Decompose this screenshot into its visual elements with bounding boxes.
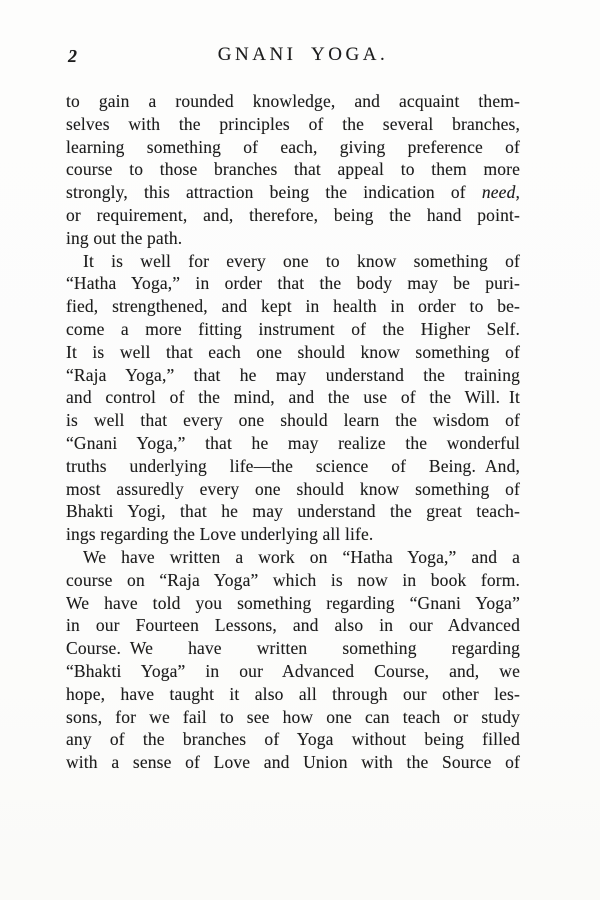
text-line (66, 614, 520, 637)
text-segment: to gain a rounded knowledge, and acquaint them- (66, 91, 520, 111)
text-segment: hope, have taught it also all through our other les- (66, 683, 520, 704)
text-line (66, 90, 520, 113)
text-line (66, 592, 520, 615)
text-segment: Bhakti Yogi, that he may understand the great teach- (66, 501, 520, 522)
text-line (66, 204, 520, 227)
text-segment: Course. We have written something regarding (66, 638, 520, 659)
text-line (66, 409, 520, 432)
text-segment: “Hatha Yoga,” in order that the body may be puri- (66, 273, 520, 294)
text-segment: ings regarding the Love underlying all life. (66, 524, 374, 545)
text-segment: “Bhakti Yoga” in our Advanced Course, and, we (66, 660, 520, 681)
text-segment: ing out the path. (66, 227, 183, 248)
text-segment: We have written a work on “Hatha Yoga,” and a (83, 546, 520, 567)
text-line (66, 706, 520, 729)
page-header (66, 44, 540, 68)
text-segment: with a sense of Love and Union with the Source of (66, 752, 520, 773)
text-segment: “Gnani Yoga,” that he may realize the wonderful (66, 432, 520, 453)
text-line (66, 181, 520, 204)
text-line (66, 751, 520, 774)
text-segment: most assuredly every one should know something of (66, 478, 520, 499)
text-line (66, 250, 520, 273)
text-segment: or requirement, and, therefore, being the hand point- (66, 204, 520, 225)
text-line (66, 341, 520, 364)
text-line (66, 295, 520, 318)
text-segment: come a more fitting instrument of the Higher Self. (66, 318, 520, 339)
text-line (66, 683, 520, 706)
text-line (66, 158, 520, 181)
text-segment: truths underlying life—the science of Being. And, (66, 455, 520, 476)
text-line (66, 569, 520, 592)
text-line (66, 728, 520, 751)
text-line (66, 364, 520, 387)
text-line (66, 318, 520, 341)
text-segment: It is well that each one should know something of (66, 341, 520, 362)
text-line (66, 227, 520, 250)
paragraph (66, 250, 520, 546)
text-line (66, 386, 520, 409)
text-segment: any of the branches of Yoga without being filled (66, 729, 520, 750)
text-line (66, 523, 520, 546)
text-line (66, 637, 520, 660)
page-number: 2 (68, 46, 78, 66)
text-segment: course to those branches that appeal to them more (66, 159, 520, 180)
text-segment: course on “Raja Yoga” which is now in book form. (66, 569, 520, 590)
paragraph (66, 546, 520, 774)
text-line (66, 500, 520, 523)
text-segment: “Raja Yoga,” that he may understand the training (66, 364, 520, 385)
text-segment: It is well for every one to know something of (83, 250, 520, 271)
text-line (66, 136, 520, 159)
text-segment: fied, strengthened, and kept in health in order to be- (66, 296, 520, 317)
text-line (66, 113, 520, 136)
text-line (66, 432, 520, 455)
text-line (66, 478, 520, 501)
paragraph (66, 90, 520, 250)
page-title: GNANI YOGA. (217, 44, 389, 65)
text-segment: selves with the principles of the several branches, (66, 113, 520, 134)
text-segment: need, (481, 182, 520, 203)
text-line (66, 272, 520, 295)
text-line (66, 546, 520, 569)
text-segment: sons, for we fail to see how one can teach or study (66, 706, 520, 727)
text-segment: and control of the mind, and the use of the Will. It (66, 387, 520, 408)
text-segment: is well that every one should learn the wisdom of (66, 410, 520, 431)
text-line (66, 455, 520, 478)
text-segment: We have told you something regarding “Gnani Yoga” (66, 592, 520, 613)
text-segment: learning something of each, giving preference of (66, 136, 520, 157)
text-line (66, 660, 520, 683)
page-body (66, 90, 520, 774)
text-segment: in our Fourteen Lessons, and also in our Advanced (66, 615, 520, 636)
text-segment: strongly, this attraction being the indication of (66, 182, 482, 203)
